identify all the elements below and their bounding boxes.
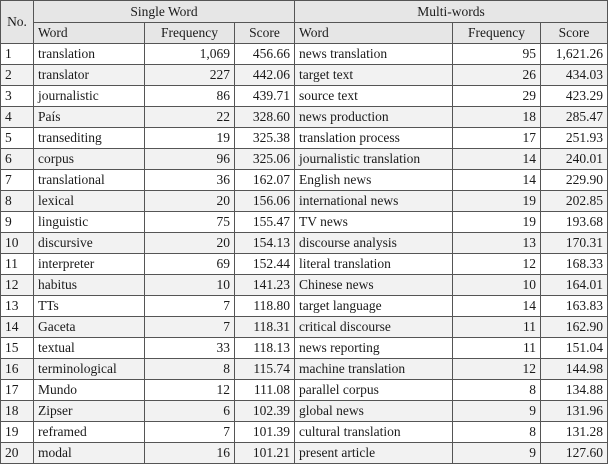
cell-single-frequency: 7 <box>145 317 235 338</box>
cell-multi-word: journalistic translation <box>295 149 453 170</box>
cell-multi-frequency: 10 <box>453 275 541 296</box>
cell-multi-frequency: 11 <box>453 338 541 359</box>
cell-single-score: 152.44 <box>235 254 295 275</box>
cell-single-score: 115.74 <box>235 359 295 380</box>
cell-single-frequency: 20 <box>145 191 235 212</box>
cell-single-frequency: 86 <box>145 86 235 107</box>
table-row <box>1 170 608 191</box>
cell-no: 12 <box>1 275 34 296</box>
cell-multi-score: 131.96 <box>541 401 608 422</box>
cell-single-frequency: 75 <box>145 212 235 233</box>
header-mw-word: Word <box>295 23 453 44</box>
cell-multi-frequency: 29 <box>453 86 541 107</box>
cell-single-frequency: 10 <box>145 275 235 296</box>
cell-no: 2 <box>1 65 34 86</box>
table-row <box>1 338 608 359</box>
cell-single-word: linguistic <box>34 212 145 233</box>
cell-single-word: journalistic <box>34 86 145 107</box>
cell-single-frequency: 12 <box>145 380 235 401</box>
cell-single-score: 325.38 <box>235 128 295 149</box>
cell-multi-word: source text <box>295 86 453 107</box>
cell-no: 5 <box>1 128 34 149</box>
cell-multi-word: news translation <box>295 44 453 65</box>
cell-single-frequency: 227 <box>145 65 235 86</box>
cell-multi-frequency: 9 <box>453 443 541 464</box>
cell-no: 13 <box>1 296 34 317</box>
cell-multi-frequency: 18 <box>453 107 541 128</box>
cell-multi-score: 1,621.26 <box>541 44 608 65</box>
table-row <box>1 212 608 233</box>
table-row <box>1 149 608 170</box>
cell-single-frequency: 19 <box>145 128 235 149</box>
cell-multi-score: 151.04 <box>541 338 608 359</box>
cell-multi-word: discourse analysis <box>295 233 453 254</box>
cell-single-word: corpus <box>34 149 145 170</box>
table-row <box>1 44 608 65</box>
cell-single-score: 155.47 <box>235 212 295 233</box>
cell-single-word: reframed <box>34 422 145 443</box>
cell-single-frequency: 7 <box>145 296 235 317</box>
cell-single-score: 101.21 <box>235 443 295 464</box>
cell-no: 3 <box>1 86 34 107</box>
cell-multi-word: news production <box>295 107 453 128</box>
cell-single-score: 154.13 <box>235 233 295 254</box>
cell-multi-frequency: 12 <box>453 254 541 275</box>
table-row <box>1 128 608 149</box>
table-row <box>1 233 608 254</box>
table-row <box>1 317 608 338</box>
cell-multi-frequency: 19 <box>453 191 541 212</box>
cell-no: 19 <box>1 422 34 443</box>
cell-no: 7 <box>1 170 34 191</box>
cell-single-word: lexical <box>34 191 145 212</box>
cell-multi-word: critical discourse <box>295 317 453 338</box>
cell-single-frequency: 96 <box>145 149 235 170</box>
cell-multi-word: parallel corpus <box>295 380 453 401</box>
cell-single-word: translational <box>34 170 145 191</box>
cell-single-frequency: 1,069 <box>145 44 235 65</box>
cell-single-word: País <box>34 107 145 128</box>
cell-no: 17 <box>1 380 34 401</box>
table-row <box>1 275 608 296</box>
table-row <box>1 296 608 317</box>
cell-single-score: 325.06 <box>235 149 295 170</box>
cell-single-score: 101.39 <box>235 422 295 443</box>
cell-multi-score: 229.90 <box>541 170 608 191</box>
cell-no: 1 <box>1 44 34 65</box>
cell-single-frequency: 16 <box>145 443 235 464</box>
cell-single-frequency: 7 <box>145 422 235 443</box>
cell-no: 9 <box>1 212 34 233</box>
table-row <box>1 65 608 86</box>
cell-multi-score: 285.47 <box>541 107 608 128</box>
cell-no: 15 <box>1 338 34 359</box>
cell-no: 18 <box>1 401 34 422</box>
cell-single-frequency: 33 <box>145 338 235 359</box>
cell-multi-frequency: 11 <box>453 317 541 338</box>
header-sw-score: Score <box>235 23 295 44</box>
cell-multi-word: news reporting <box>295 338 453 359</box>
cell-multi-score: 163.83 <box>541 296 608 317</box>
cell-no: 10 <box>1 233 34 254</box>
cell-multi-score: 168.33 <box>541 254 608 275</box>
cell-multi-frequency: 17 <box>453 128 541 149</box>
cell-multi-score: 193.68 <box>541 212 608 233</box>
cell-no: 14 <box>1 317 34 338</box>
cell-multi-word: translation process <box>295 128 453 149</box>
cell-no: 11 <box>1 254 34 275</box>
cell-multi-frequency: 14 <box>453 149 541 170</box>
cell-single-word: translation <box>34 44 145 65</box>
cell-single-score: 442.06 <box>235 65 295 86</box>
cell-single-frequency: 6 <box>145 401 235 422</box>
table-row <box>1 191 608 212</box>
cell-single-score: 456.66 <box>235 44 295 65</box>
header-no: No. <box>1 1 34 44</box>
cell-no: 20 <box>1 443 34 464</box>
cell-single-frequency: 20 <box>145 233 235 254</box>
cell-multi-score: 251.93 <box>541 128 608 149</box>
cell-multi-word: target language <box>295 296 453 317</box>
cell-multi-score: 127.60 <box>541 443 608 464</box>
cell-multi-word: international news <box>295 191 453 212</box>
cell-single-word: terminological <box>34 359 145 380</box>
cell-multi-score: 434.03 <box>541 65 608 86</box>
cell-single-word: Zipser <box>34 401 145 422</box>
cell-multi-score: 131.28 <box>541 422 608 443</box>
cell-single-score: 156.06 <box>235 191 295 212</box>
cell-multi-score: 170.31 <box>541 233 608 254</box>
cell-no: 16 <box>1 359 34 380</box>
cell-single-score: 118.31 <box>235 317 295 338</box>
cell-multi-frequency: 13 <box>453 233 541 254</box>
cell-single-frequency: 8 <box>145 359 235 380</box>
cell-multi-frequency: 95 <box>453 44 541 65</box>
cell-single-frequency: 22 <box>145 107 235 128</box>
cell-single-word: habitus <box>34 275 145 296</box>
cell-multi-word: TV news <box>295 212 453 233</box>
cell-no: 6 <box>1 149 34 170</box>
cell-multi-score: 164.01 <box>541 275 608 296</box>
cell-single-score: 102.39 <box>235 401 295 422</box>
cell-single-score: 328.60 <box>235 107 295 128</box>
cell-single-score: 111.08 <box>235 380 295 401</box>
table-row <box>1 422 608 443</box>
header-mw-score: Score <box>541 23 608 44</box>
header-sw-frequency: Frequency <box>145 23 235 44</box>
cell-multi-frequency: 14 <box>453 296 541 317</box>
cell-single-word: Gaceta <box>34 317 145 338</box>
cell-multi-frequency: 19 <box>453 212 541 233</box>
table-row <box>1 107 608 128</box>
cell-single-score: 439.71 <box>235 86 295 107</box>
table-row <box>1 443 608 464</box>
cell-single-word: interpreter <box>34 254 145 275</box>
cell-single-score: 118.13 <box>235 338 295 359</box>
header-multi-words: Multi-words <box>295 1 608 23</box>
cell-single-word: transediting <box>34 128 145 149</box>
cell-multi-score: 162.90 <box>541 317 608 338</box>
cell-multi-word: machine translation <box>295 359 453 380</box>
cell-multi-word: present article <box>295 443 453 464</box>
cell-multi-frequency: 26 <box>453 65 541 86</box>
cell-multi-word: global news <box>295 401 453 422</box>
cell-single-word: Mundo <box>34 380 145 401</box>
cell-multi-frequency: 8 <box>453 422 541 443</box>
cell-multi-score: 144.98 <box>541 359 608 380</box>
cell-multi-score: 134.88 <box>541 380 608 401</box>
cell-single-frequency: 69 <box>145 254 235 275</box>
cell-multi-frequency: 14 <box>453 170 541 191</box>
table-row <box>1 401 608 422</box>
table-body <box>1 44 608 464</box>
cell-single-word: translator <box>34 65 145 86</box>
cell-single-score: 162.07 <box>235 170 295 191</box>
table-row <box>1 359 608 380</box>
cell-multi-frequency: 8 <box>453 380 541 401</box>
cell-multi-word: cultural translation <box>295 422 453 443</box>
cell-multi-score: 423.29 <box>541 86 608 107</box>
table-row <box>1 380 608 401</box>
table-row <box>1 86 608 107</box>
cell-single-frequency: 36 <box>145 170 235 191</box>
cell-single-score: 141.23 <box>235 275 295 296</box>
cell-multi-frequency: 12 <box>453 359 541 380</box>
cell-single-score: 118.80 <box>235 296 295 317</box>
cell-single-word: TTs <box>34 296 145 317</box>
cell-multi-frequency: 9 <box>453 401 541 422</box>
header-mw-frequency: Frequency <box>453 23 541 44</box>
cell-multi-score: 202.85 <box>541 191 608 212</box>
cell-single-word: discursive <box>34 233 145 254</box>
cell-multi-word: Chinese news <box>295 275 453 296</box>
cell-multi-word: English news <box>295 170 453 191</box>
cell-no: 8 <box>1 191 34 212</box>
table-row <box>1 254 608 275</box>
cell-multi-word: literal translation <box>295 254 453 275</box>
cell-single-word: textual <box>34 338 145 359</box>
header-sw-word: Word <box>34 23 145 44</box>
cell-no: 4 <box>1 107 34 128</box>
header-single-word: Single Word <box>34 1 295 23</box>
cell-multi-word: target text <box>295 65 453 86</box>
cell-single-word: modal <box>34 443 145 464</box>
cell-multi-score: 240.01 <box>541 149 608 170</box>
